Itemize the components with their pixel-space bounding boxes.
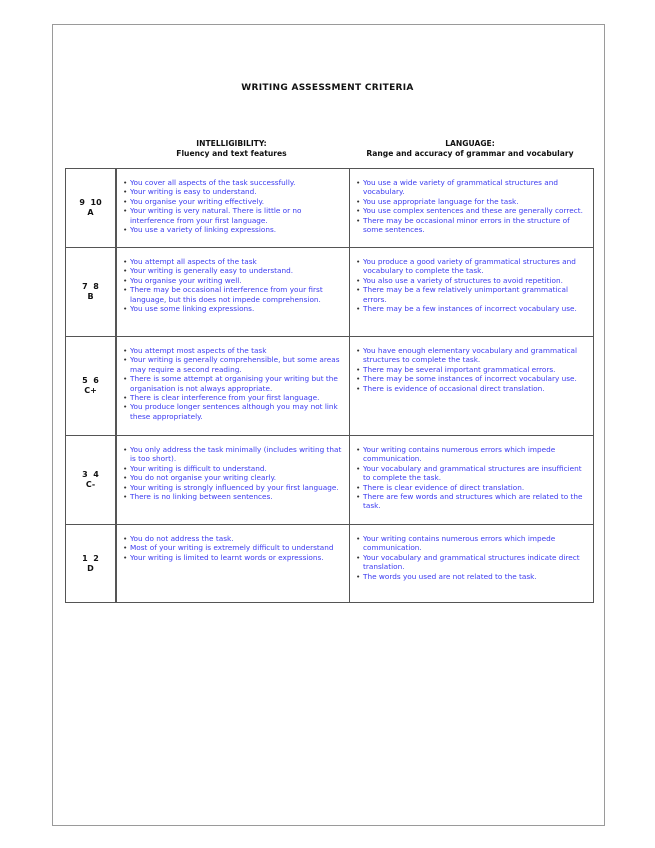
intelligibility-list bbox=[117, 525, 349, 566]
criterion-item: • Your writing is generally easy to understand. bbox=[120, 266, 347, 275]
score-range: 9 10 bbox=[79, 198, 102, 207]
criterion-item: • There may be some instances of incorrect vocabulary use. bbox=[353, 374, 591, 383]
intelligibility-list bbox=[117, 337, 349, 425]
language-cell bbox=[350, 337, 594, 436]
grade-letter: B bbox=[87, 292, 94, 301]
language-list bbox=[350, 337, 593, 397]
criterion-item: • There is clear evidence of direct translation. bbox=[353, 483, 591, 492]
criteria-row bbox=[66, 525, 594, 603]
grade-letter: A bbox=[87, 208, 94, 217]
language-cell bbox=[350, 525, 594, 603]
criterion-item: • You do not organise your writing clearly. bbox=[120, 473, 347, 482]
criterion-item: • There may be occasional interference from your first language, but this does not impede comprehension. bbox=[120, 285, 347, 304]
criterion-item: • Most of your writing is extremely difficult to understand bbox=[120, 543, 347, 552]
language-list bbox=[350, 169, 593, 238]
grade-cell bbox=[66, 169, 117, 248]
language-heading: LANGUAGE: bbox=[445, 139, 495, 148]
criterion-item: • You organise your writing well. bbox=[120, 276, 347, 285]
intelligibility-list bbox=[117, 248, 349, 317]
criteria-row bbox=[66, 337, 594, 436]
intelligibility-cell bbox=[116, 248, 350, 337]
intelligibility-list bbox=[117, 169, 349, 238]
language-subheading: Range and accuracy of grammar and vocabulary bbox=[366, 149, 574, 158]
grade-cell bbox=[66, 525, 117, 603]
criterion-item: • You only address the task minimally (includes writing that is too short). bbox=[120, 445, 347, 464]
language-list bbox=[350, 248, 593, 317]
criterion-item: • You cover all aspects of the task successfully. bbox=[120, 178, 347, 187]
criterion-item: • There may be a few relatively unimportant grammatical errors. bbox=[353, 285, 591, 304]
language-cell bbox=[350, 169, 594, 248]
intelligibility-cell bbox=[116, 337, 350, 436]
intelligibility-cell bbox=[116, 525, 350, 603]
criterion-item: • You attempt most aspects of the task bbox=[120, 346, 347, 355]
criterion-item: • You use a wide variety of grammatical structures and vocabulary. bbox=[353, 178, 591, 197]
criterion-item: • Your writing contains numerous errors which impede communication. bbox=[353, 534, 591, 553]
language-list bbox=[350, 436, 593, 515]
criterion-item: • Your vocabulary and grammatical structures indicate direct translation. bbox=[353, 553, 591, 572]
intelligibility-subheading: Fluency and text features bbox=[176, 149, 287, 158]
criterion-item: • You use appropriate language for the task. bbox=[353, 197, 591, 206]
language-column-header bbox=[348, 139, 592, 159]
criterion-item: • There may be several important grammatical errors. bbox=[353, 365, 591, 374]
document-title: WRITING ASSESSMENT CRITERIA bbox=[241, 83, 414, 93]
criterion-item: • You use complex sentences and these are generally correct. bbox=[353, 206, 591, 215]
criterion-item: • Your writing is very natural. There is little or no interference from your first language. bbox=[120, 206, 347, 225]
grade-cell bbox=[66, 248, 117, 337]
intelligibility-column-header bbox=[115, 139, 348, 159]
intelligibility-cell bbox=[116, 436, 350, 525]
criterion-item: • Your writing is strongly influenced by your first language. bbox=[120, 483, 347, 492]
criterion-item: • You produce longer sentences although you may not link these appropriately. bbox=[120, 402, 347, 421]
criterion-item: • You do not address the task. bbox=[120, 534, 347, 543]
criterion-item: • Your vocabulary and grammatical structures are insufficient to complete the task. bbox=[353, 464, 591, 483]
intelligibility-cell bbox=[116, 169, 350, 248]
criteria-table bbox=[65, 168, 594, 603]
criterion-item: • There may be occasional minor errors in the structure of some sentences. bbox=[353, 216, 591, 235]
language-list bbox=[350, 525, 593, 585]
language-cell bbox=[350, 248, 594, 337]
criteria-row bbox=[66, 248, 594, 337]
criterion-item: • You use a variety of linking expressions. bbox=[120, 225, 347, 234]
criterion-item: • Your writing is limited to learnt words or expressions. bbox=[120, 553, 347, 562]
criterion-item: • You organise your writing effectively. bbox=[120, 197, 347, 206]
intelligibility-list bbox=[117, 436, 349, 505]
criterion-item: • Your writing is easy to understand. bbox=[120, 187, 347, 196]
language-cell bbox=[350, 436, 594, 525]
criterion-item: • You also use a variety of structures to avoid repetition. bbox=[353, 276, 591, 285]
grade-letter: C- bbox=[85, 480, 96, 489]
grade-cell bbox=[66, 436, 117, 525]
criterion-item: • There is evidence of occasional direct translation. bbox=[353, 384, 591, 393]
criterion-item: • You use some linking expressions. bbox=[120, 304, 347, 313]
criterion-item: • Your writing contains numerous errors which impede communication. bbox=[353, 445, 591, 464]
criterion-item: • There is clear interference from your first language. bbox=[120, 393, 347, 402]
score-range: 1 2 bbox=[82, 553, 99, 563]
criterion-item: • There is no linking between sentences. bbox=[120, 492, 347, 501]
intelligibility-heading: INTELLIGIBILITY: bbox=[196, 139, 267, 148]
grade-letter: D bbox=[87, 563, 94, 573]
score-range: 5 6 bbox=[82, 376, 99, 385]
criterion-item: • Your writing is difficult to understand. bbox=[120, 464, 347, 473]
criterion-item: • You have enough elementary vocabulary and grammatical structures to complete the task. bbox=[353, 346, 591, 365]
criteria-row bbox=[66, 169, 594, 248]
criterion-item: • There may be a few instances of incorrect vocabulary use. bbox=[353, 304, 591, 313]
criterion-item: • The words you used are not related to the task. bbox=[353, 572, 591, 581]
grade-cell bbox=[66, 337, 117, 436]
criterion-item: • Your writing is generally comprehensible, but some areas may require a second reading. bbox=[120, 355, 347, 374]
criterion-item: • You attempt all aspects of the task bbox=[120, 257, 347, 266]
score-range: 3 4 bbox=[82, 470, 99, 479]
criterion-item: • You produce a good variety of grammatical structures and vocabulary to complete the task. bbox=[353, 257, 591, 276]
grade-letter: C+ bbox=[84, 386, 97, 395]
score-range: 7 8 bbox=[82, 282, 99, 291]
criterion-item: • There is some attempt at organising your writing but the organisation is not always appropriate. bbox=[120, 374, 347, 393]
criteria-row bbox=[66, 436, 594, 525]
criterion-item: • There are few words and structures which are related to the task. bbox=[353, 492, 591, 511]
